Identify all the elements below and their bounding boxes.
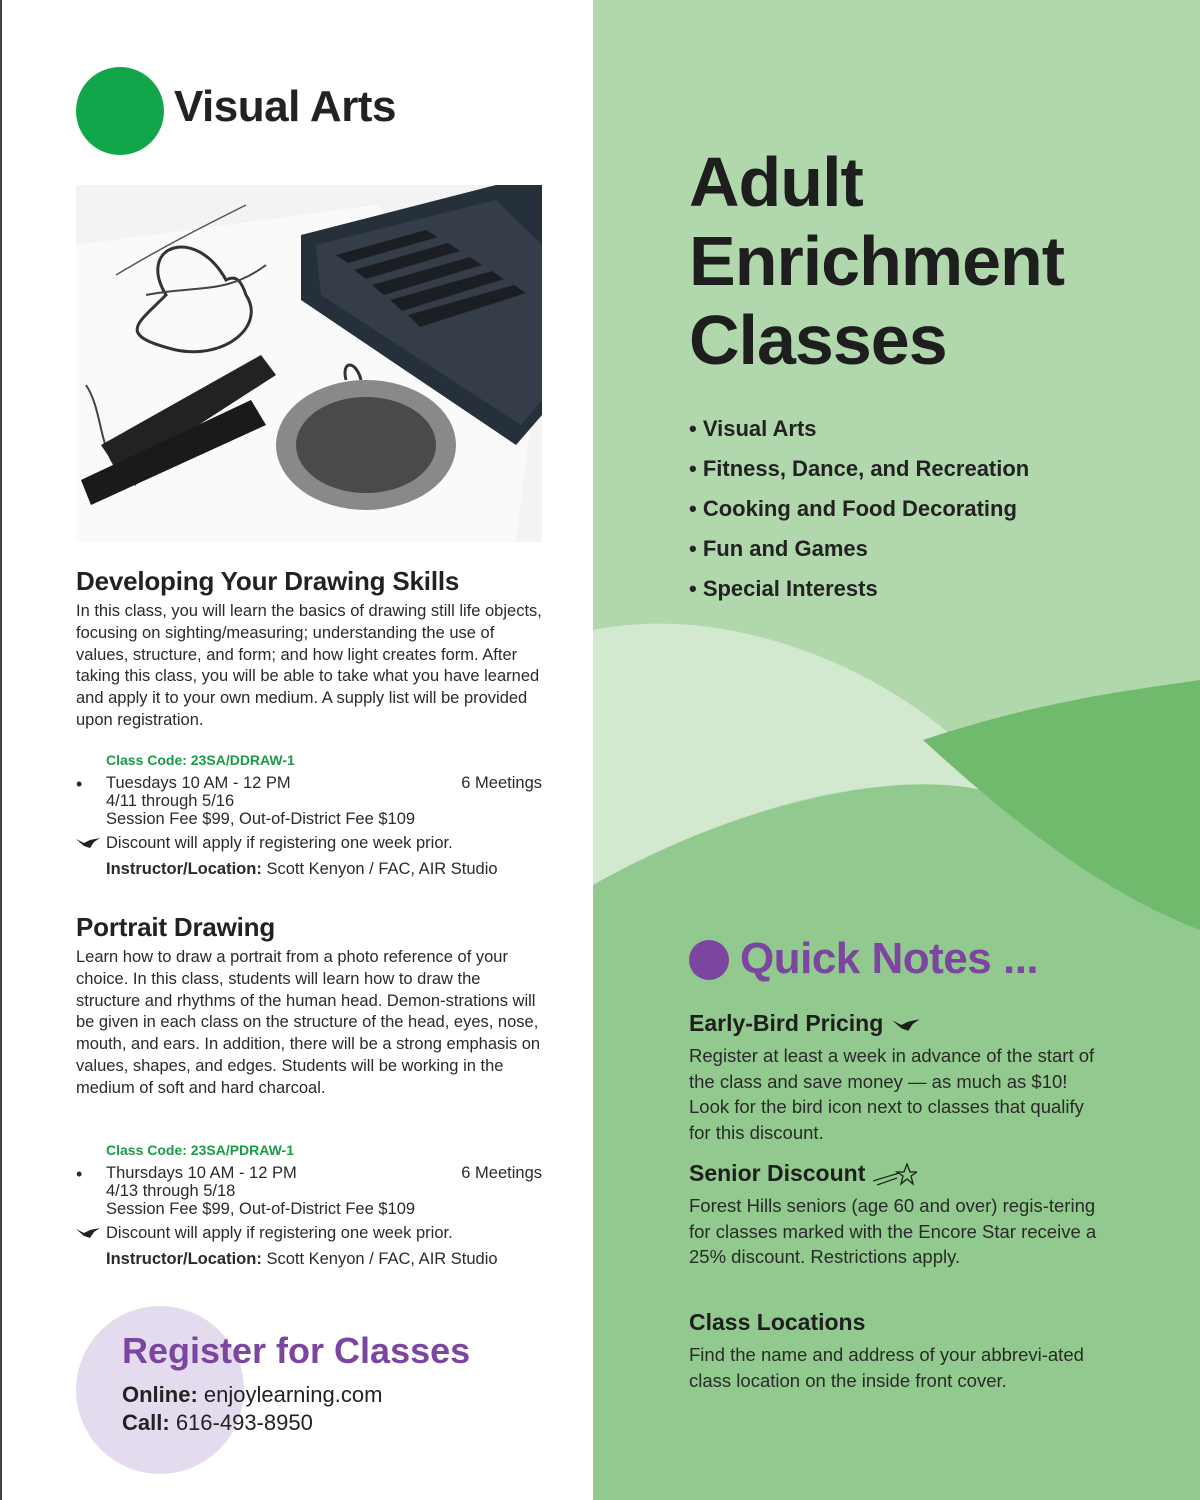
topic-item: • Cooking and Food Decorating — [689, 496, 1017, 521]
bird-icon — [76, 836, 100, 850]
hero-title — [689, 143, 1064, 380]
note-senior-discount — [689, 1160, 1109, 1270]
topic-item: • Fitness, Dance, and Recreation — [689, 456, 1030, 481]
schedule-row — [76, 1164, 542, 1184]
note-heading-text: Early-Bird Pricing — [689, 1010, 884, 1036]
note-heading: Class Locations — [689, 1309, 866, 1335]
register-call — [122, 1410, 313, 1436]
bird-icon — [76, 1226, 100, 1240]
dates: 4/11 through 5/16 — [106, 792, 235, 810]
instructor-label: Instructor/Location: — [106, 1250, 262, 1268]
note-heading — [689, 1010, 1109, 1037]
bullet: • — [76, 774, 83, 794]
schedule-row — [76, 774, 542, 794]
instructor-label: Instructor/Location: — [106, 860, 262, 878]
register-title: Register for Classes — [122, 1330, 471, 1371]
schedule: Tuesdays 10 AM - 12 PM — [106, 774, 291, 792]
class-code: Class Code: 23SA/PDRAW-1 — [106, 1142, 294, 1158]
course-title: Portrait Drawing — [76, 912, 276, 942]
page-edge-line — [0, 0, 2, 1500]
discount-note: Discount will apply if registering one week prior. — [106, 834, 453, 852]
star-icon — [873, 1163, 917, 1187]
hero-line-2: Enrichment — [689, 222, 1065, 300]
topic-item: • Visual Arts — [689, 416, 817, 441]
fees: Session Fee $99, Out-of-District Fee $109 — [106, 1200, 416, 1218]
course-description: In this class, you will learn the basics of drawing still life objects, focusing on sighting/measuring; understanding the use of values, structure, and form; and how light creates form. After taking this class, you will be able to take what you have learned and apply it to your own medium. A supply list will be provided upon registration. — [76, 602, 542, 729]
instructor-line — [106, 1250, 498, 1268]
online-link[interactable]: enjoylearning.com — [203, 1382, 383, 1407]
fees: Session Fee $99, Out-of-District Fee $109 — [106, 810, 416, 828]
right-panel — [593, 0, 1200, 1500]
quick-notes-dot — [689, 940, 729, 980]
hero-line-1: Adult — [689, 143, 863, 221]
hero-line-3: Classes — [689, 301, 947, 379]
instructor-line — [106, 860, 498, 878]
quick-notes-title: Quick Notes ... — [740, 934, 1039, 983]
note-text: Find the name and address of your abbrevi-ated class location on the inside front cover. — [689, 1344, 1084, 1391]
course-portrait-drawing — [76, 912, 546, 1268]
topic-item: • Special Interests — [689, 576, 878, 601]
meetings-count: 6 Meetings — [461, 1164, 542, 1182]
call-label: Call: — [122, 1410, 170, 1435]
online-label: Online: — [122, 1382, 198, 1407]
note-early-bird — [689, 1010, 1109, 1145]
section-dot — [76, 67, 164, 155]
bullet: • — [76, 1164, 83, 1184]
note-heading-text: Senior Discount — [689, 1160, 866, 1186]
note-class-locations — [689, 1309, 1109, 1393]
section-title: Visual Arts — [174, 82, 396, 131]
course-description: Learn how to draw a portrait from a photo reference of your choice. In this class, students will learn how to draw the structure and rhythms of the human head. Demon-strations will be given in each class on the structure of the head, eyes, nose, mouth, and ears. In addition, there will be a strong emphasis on values, shapes, and edges. Students will be working in the medium of soft and hard charcoal. — [76, 948, 541, 1097]
note-heading — [689, 1160, 1109, 1187]
instructor-value: Scott Kenyon / FAC, AIR Studio — [266, 860, 498, 878]
note-text: Forest Hills seniors (age 60 and over) regis-tering for classes marked with the Encore Star receive a 25% discount. Restrictions apply. — [689, 1195, 1097, 1267]
phone-number[interactable]: 616-493-8950 — [175, 1410, 313, 1435]
instructor-value: Scott Kenyon / FAC, AIR Studio — [266, 1250, 498, 1268]
discount-note: Discount will apply if registering one week prior. — [106, 1224, 453, 1242]
course-drawing-skills — [76, 566, 546, 878]
topic-list — [689, 414, 1029, 614]
charcoal-photo — [76, 185, 542, 542]
topic-item: • Fun and Games — [689, 536, 868, 561]
register-online — [122, 1382, 382, 1408]
schedule: Thursdays 10 AM - 12 PM — [106, 1164, 297, 1182]
dates: 4/13 through 5/18 — [106, 1182, 236, 1200]
bird-icon — [891, 1017, 921, 1033]
class-code: Class Code: 23SA/DDRAW-1 — [106, 752, 295, 768]
course-title: Developing Your Drawing Skills — [76, 566, 460, 596]
meetings-count: 6 Meetings — [461, 774, 542, 792]
note-text: Register at least a week in advance of the start of the class and save money — as much as $10! Look for the bird icon next to classes that qualify for this discount. — [689, 1045, 1095, 1143]
